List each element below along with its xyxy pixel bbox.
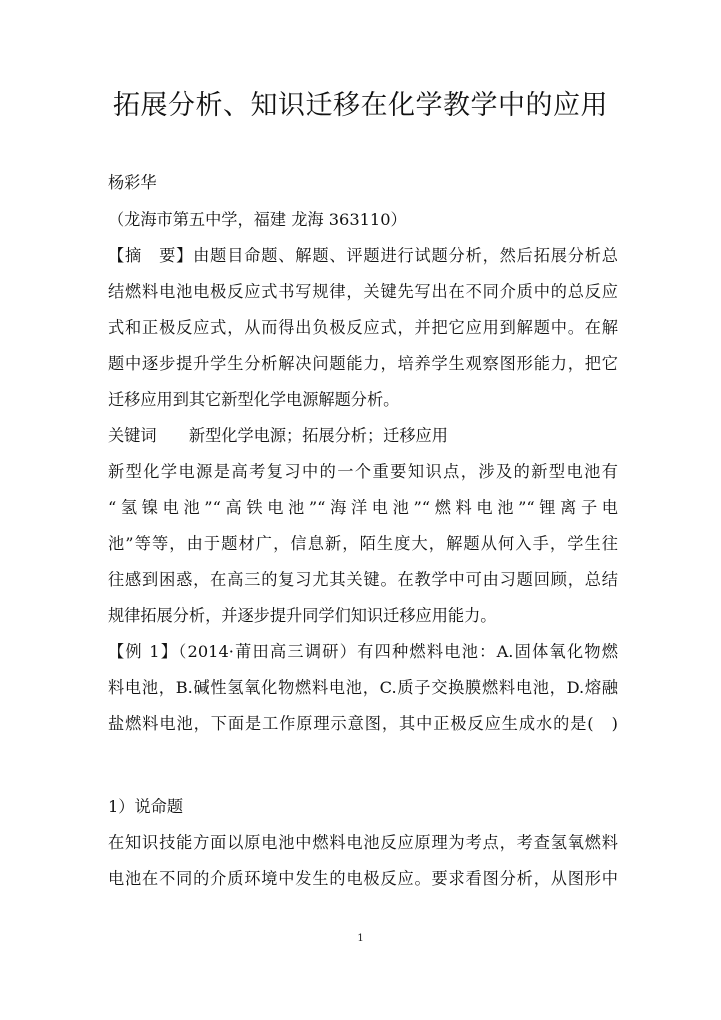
abstract-line: 【摘 要】由题目命题、解题、评题进行试题分析，然后拓展分析总 [108,246,618,265]
document-title: 拓展分析、知识迁移在化学教学中的应用 [113,90,608,121]
body-paragraph-line: 池”等等，由于题材广，信息新，陌生度大，解题从何入手，学生往 [108,534,618,553]
body-paragraph-line: “氢镍电池”“高铁电池”“海洋电池”“燃料电池”“锂离子电 [108,498,618,517]
keywords-line: 关键词 新型化学电源；拓展分析；迁移应用 [108,426,448,445]
section-heading: 1）说命题 [108,797,184,816]
page-number: 1 [357,933,364,944]
example-line: 盐燃料电池，下面是工作原理示意图，其中正极反应生成水的是( ) [108,714,618,733]
abstract-line: 题中逐步提升学生分析解决问题能力，培养学生观察图形能力，把它 [108,354,618,373]
author-name: 杨彩华 [108,173,157,192]
abstract-line: 式和正极反应式，从而得出负极反应式，并把它应用到解题中。在解 [108,318,618,337]
body-paragraph-line: 规律拓展分析，并逐步提升同学们知识迁移应用能力。 [108,606,497,625]
body-paragraph-line: 新型化学电源是高考复习中的一个重要知识点，涉及的新型电池有 [108,462,618,481]
body-paragraph-line: 电池在不同的介质环境中发生的电极反应。要求看图分析，从图形中 [108,869,618,888]
abstract-line: 迁移应用到其它新型化学电源解题分析。 [108,390,400,409]
author-affiliation: （龙海市第五中学，福建 龙海 363110） [108,210,407,229]
body-paragraph-line: 在知识技能方面以原电池中燃料电池反应原理为考点，考查氢氧燃料 [108,833,618,852]
example-line: 【例 1】（2014·莆田高三调研）有四种燃料电池：A.固体氧化物燃 [108,642,618,661]
example-line: 料电池，B.碱性氢氧化物燃料电池，C.质子交换膜燃料电池，D.熔融 [108,678,618,697]
body-paragraph-line: 往感到困惑，在高三的复习尤其关键。在教学中可由习题回顾，总结 [108,570,618,589]
abstract-line: 结燃料电池电极反应式书写规律，关键先写出在不同介质中的总反应 [108,282,618,301]
